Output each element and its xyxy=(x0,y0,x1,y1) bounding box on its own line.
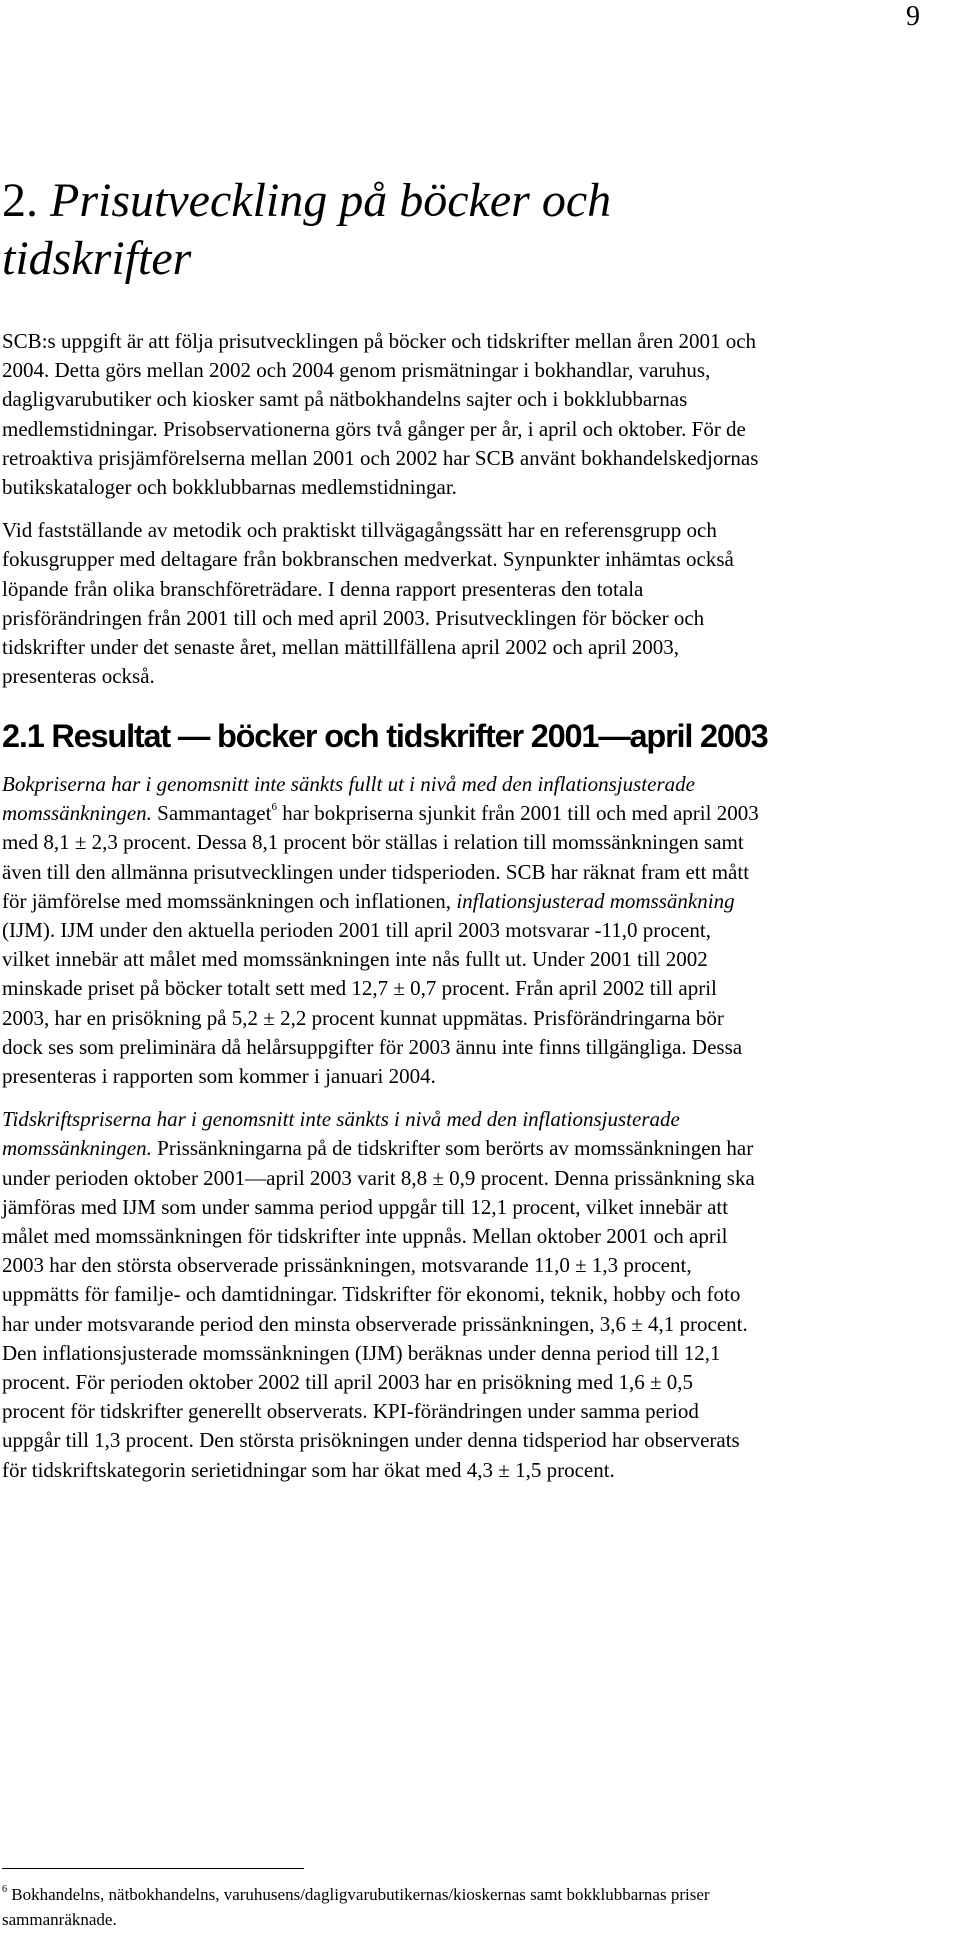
books-lead-sentence: Bokpriserna har i genomsnitt inte sänkts fullt ut i nivå med den inflationsjusterade momssänkningen. xyxy=(2,772,695,826)
footnote-divider xyxy=(2,1868,304,1869)
page-number: 9 xyxy=(906,1,920,32)
ijm-term: inflationsjusterad momssänkning xyxy=(456,888,735,913)
intro-paragraph-1: SCB:s uppgift är att följa prisutvecklingen på böcker och tidskrifter mellan åren 2001 och 2004. Detta görs mellan 2002 och 2004 genom prismätningar i bokhandlar, varuhus, dagligvarubutiker och kiosker samt på nätbokhandelns sajter och i bokklubbarnas medlemstidningar. Prisobservationerna görs två gånger per år, i april och oktober. För de retroaktiva prisjämförelserna mellan 2001 och 2002 har SCB använt bokhandelskedjornas butikskataloger och bokklubbarnas medlemstidningar. xyxy=(2,329,759,500)
footnote-mark: 6 xyxy=(2,1884,7,1896)
intro-paragraph-2: Vid fastställande av metodik och praktiskt tillvägagångssätt har en referensgrupp och fokusgrupper med deltagare från bokbranschen medverkat. Synpunkter inhämtas också löpande från olika branschföreträdare. I denna rapport presenteras den totala prisförändringen från 2001 till och med april 2003. Prisutvecklingen för böcker och tidskrifter under det senaste året, mellan mättillfällena april 2002 och april 2003, presenteras också. xyxy=(2,518,734,689)
footnote-reference: 6 xyxy=(271,801,277,814)
chapter-title-text: Prisutveckling på böcker och tidskrifter xyxy=(2,174,612,285)
section-heading: 2.1 Resultat — böcker och tidskrifter 2001—april 2003 xyxy=(2,718,768,754)
books-text-b: har bokpriserna sjunkit från 2001 till och med april 2003 med 8,1 ± 2,3 procent. Dessa 8,1 procent bör ställas i relation till momssänkningen samt även till den allmänna prisutvecklingen under tidsperioden. SCB har räknat fram ett mått för jämförelse med momssänkningen och inflationen, xyxy=(2,801,759,913)
results-paragraph-magazines xyxy=(2,1105,760,1485)
results-text xyxy=(2,770,760,1499)
chapter-number: 2. xyxy=(2,174,38,227)
footnote xyxy=(2,1882,742,1932)
books-text-a: Sammantaget xyxy=(151,801,272,826)
magazines-lead-sentence: Tidskriftspriserna har i genomsnitt inte sänkts i nivå med den inflationsjusterade momssänkningen. xyxy=(2,1107,680,1161)
chapter-title xyxy=(2,172,762,288)
results-paragraph-books xyxy=(2,770,760,1091)
magazines-text: Prissänkningarna på de tidskrifter som berörts av momssänkningen har under perioden oktober 2001—april 2003 varit 8,8 ± 0,9 procent. Denna prissänkning ska jämföras med IJM som under samma period uppgår till 12,1 procent, vilket innebär att målet med momssänkningen för tidskrifter inte uppnås. Mellan oktober 2001 och april 2003 har den största observerade prissänkningen, motsvarande 11,0 ± 1,3 procent, uppmätts för familje- och damtidningar. Tidskrifter för ekonomi, teknik, hobby och foto har under motsvarande period den minsta observerade prissänkningen, 3,6 ± 4,1 procent. Den inflationsjusterade momssänkningen (IJM) beräknas under denna period till 12,1 procent. För perioden oktober 2002 till april 2003 har en prisökning med 1,6 ± 0,5 procent för tidskrifter generellt observerats. KPI-förändringen under samma period uppgår till 1,3 procent. Den största prisökningen under denna tidsperiod har observerats för tidskriftskategorin serietidningar som har ökat med 4,3 ± 1,5 procent. xyxy=(2,1136,755,1482)
footnote-text: Bokhandelns, nätbokhandelns, varuhusens/dagligvarubutikernas/kioskernas samt bokklubbarnas priser sammanräknade. xyxy=(2,1885,710,1929)
intro-text xyxy=(2,327,760,705)
books-text-c: (IJM). IJM under den aktuella perioden 2001 till april 2003 motsvarar -11,0 procent, vilket innebär att målet med momssänkningen inte nås fullt ut. Under 2001 till 2002 minskade priset på böcker totalt sett med 12,7 ± 0,7 procent. Från april 2002 till april 2003, har en prisökning på 5,2 ± 2,2 procent kunnat uppmätas. Prisförändringarna bör dock ses som preliminära då helårsuppgifter för 2003 ännu inte finns tillgängliga. Dessa presenteras i rapporten som kommer i januari 2004. xyxy=(2,918,743,1089)
